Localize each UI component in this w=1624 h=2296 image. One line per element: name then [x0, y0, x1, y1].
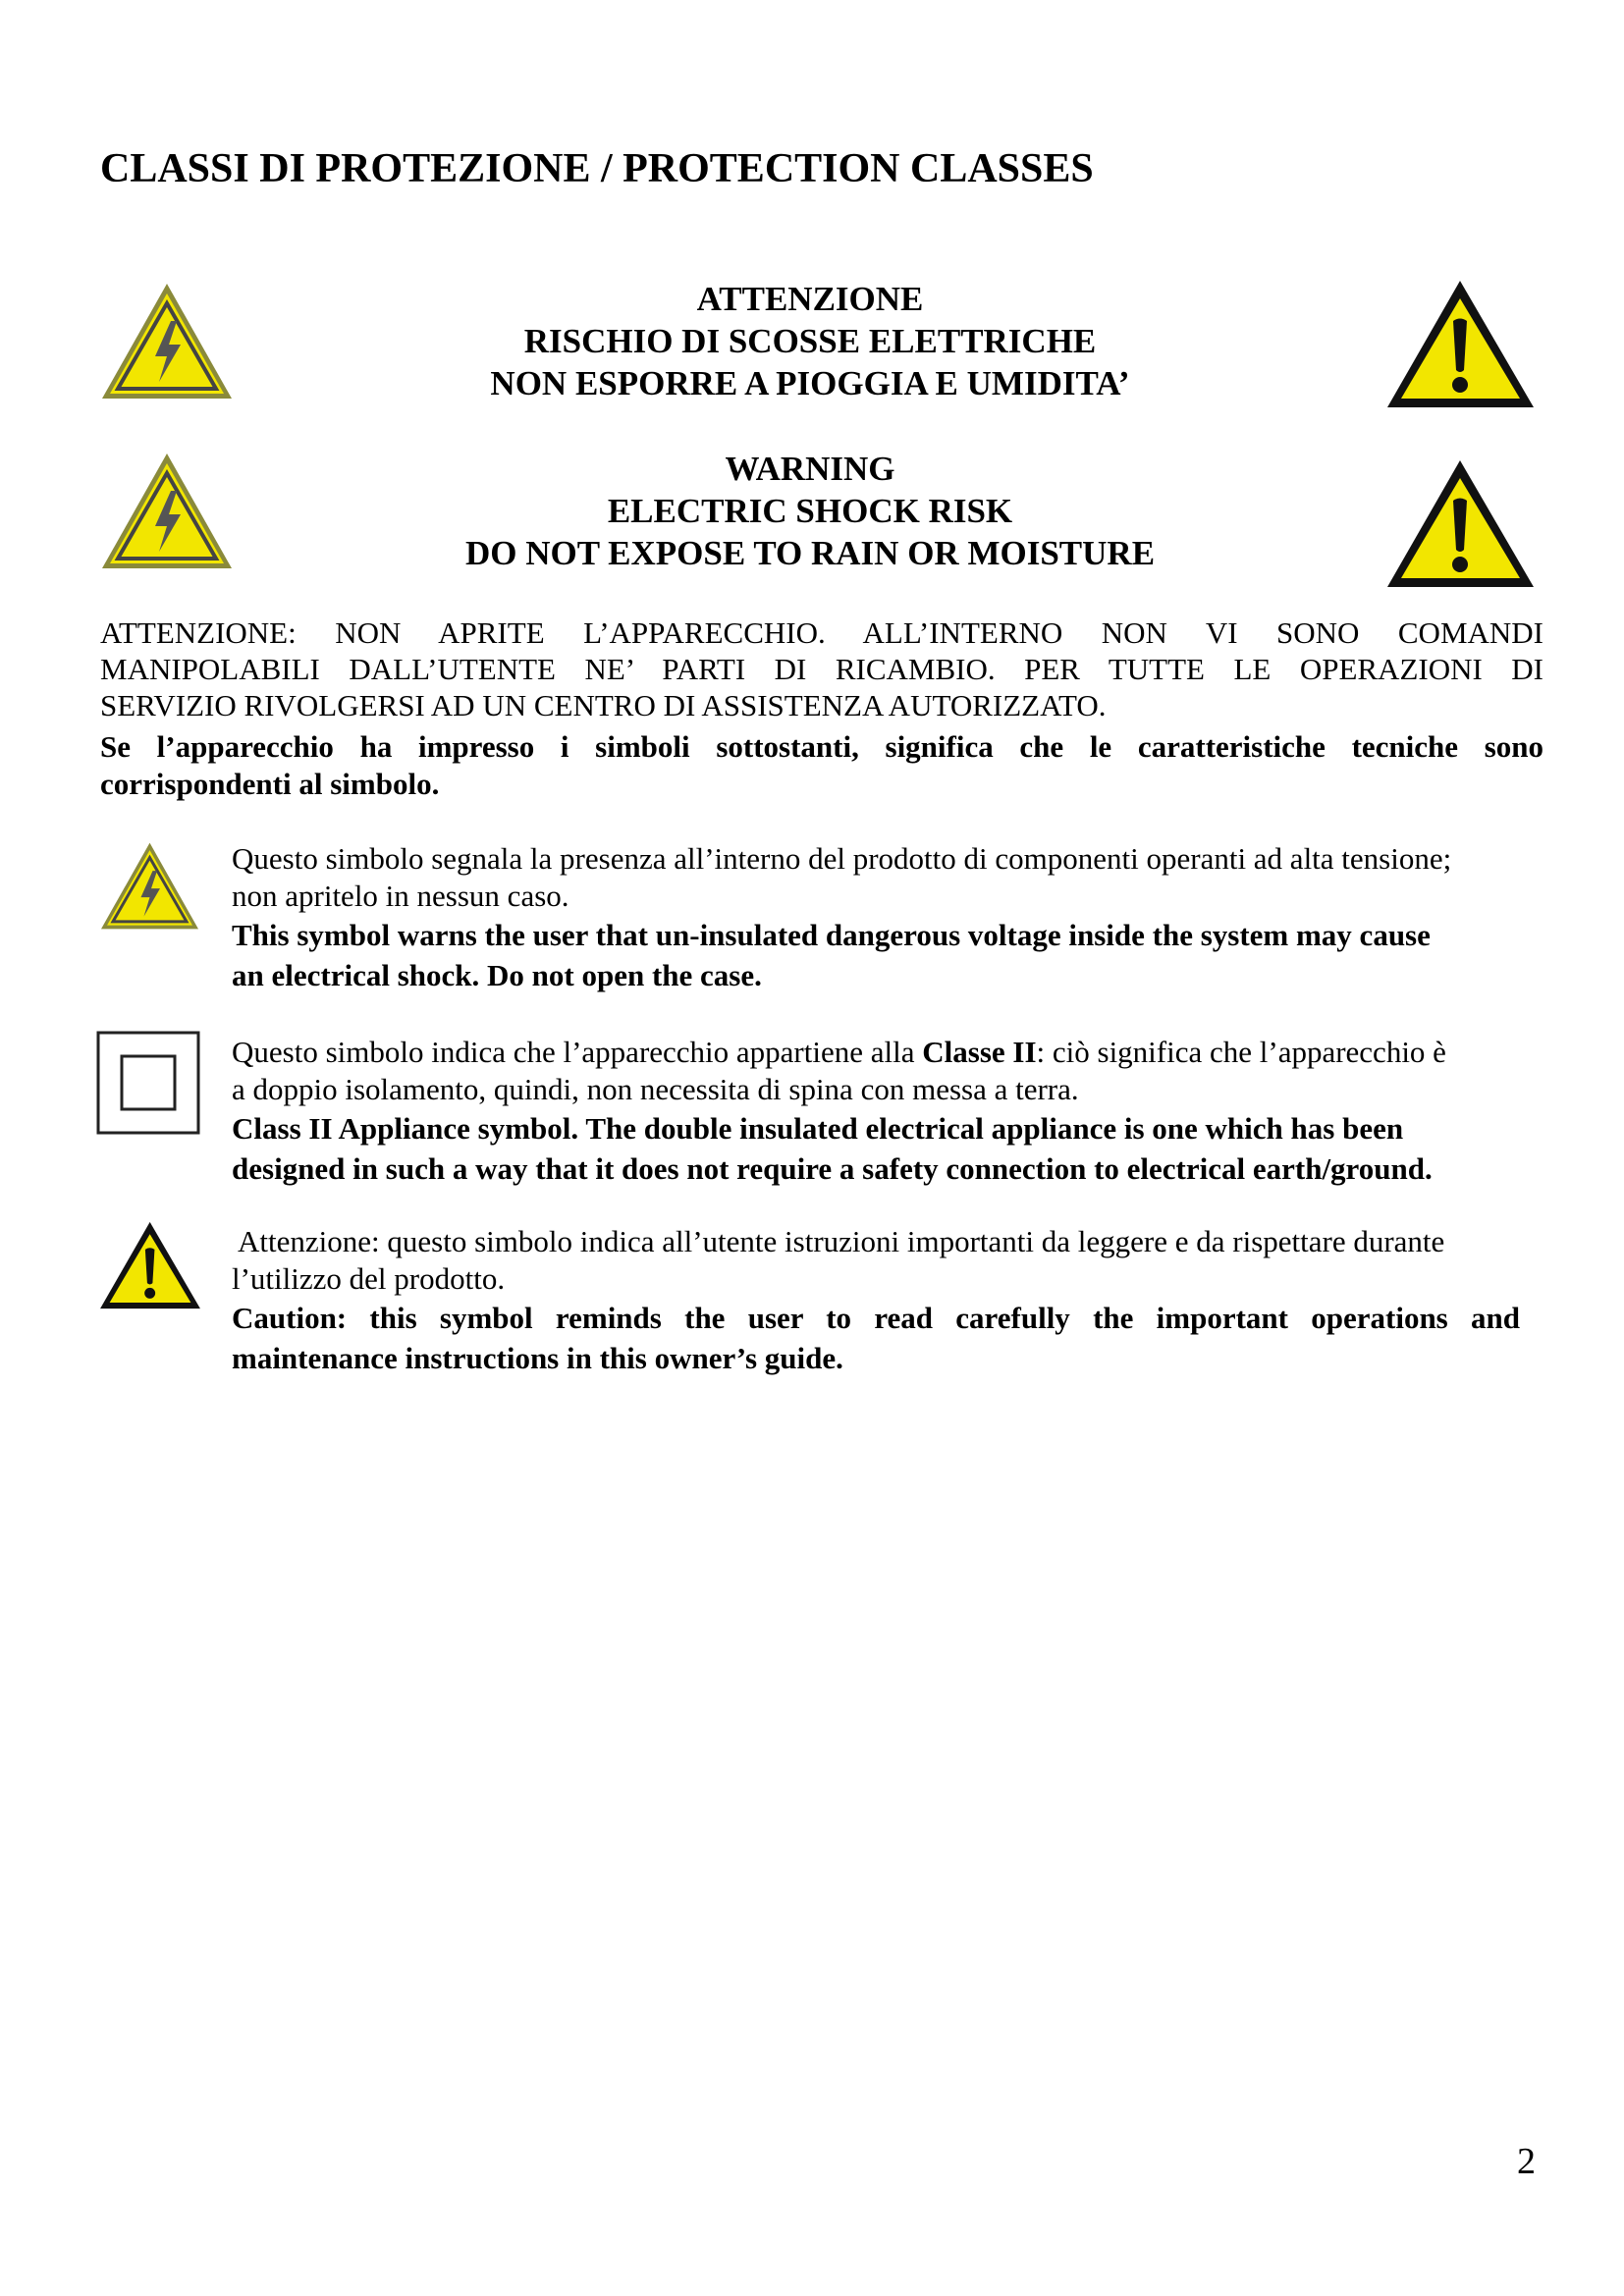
caution-exclamation-icon — [1384, 456, 1537, 591]
symbol-it-line: non apritelo in nessun caso. — [232, 879, 569, 913]
high-voltage-icon — [98, 839, 201, 933]
notice-line: ATTENZIONE: NON APRITE L’APPARECCHIO. ALL’INTERNO NON VI SONO COMANDI — [100, 615, 1543, 650]
warning-it — [245, 278, 1375, 404]
symbol-it-line: Attenzione: questo simbolo indica all’utente istruzioni importanti da leggere e da rispettare durante — [232, 1224, 1445, 1258]
class-ii-label: Classe II — [922, 1035, 1037, 1069]
symbol-description-caution — [232, 1223, 1543, 1378]
class-ii-text-a: Questo simbolo indica che l’apparecchio appartiene alla — [232, 1035, 923, 1069]
class-ii-text-c: : ciò significa che l’apparecchio è — [1036, 1035, 1446, 1069]
notice-paragraph — [100, 614, 1543, 723]
symbol-it-line — [232, 1034, 1543, 1071]
caution-exclamation-icon — [1384, 277, 1537, 411]
warning-it-line3: NON ESPORRE A PIOGGIA E UMIDITA’ — [490, 364, 1130, 402]
symbols-intro-line: corrispondenti al simbolo. — [100, 767, 440, 801]
symbol-it-line: l’utilizzo del prodotto. — [232, 1261, 506, 1296]
symbol-it-line: Questo simbolo segnala la presenza all’interno del prodotto di componenti operanti ad alta tensione; — [232, 841, 1452, 876]
high-voltage-icon — [98, 280, 236, 402]
symbol-en-line: This symbol warns the user that un-insulated dangerous voltage inside the system may cause — [232, 918, 1431, 952]
symbol-description-class-ii — [232, 1034, 1543, 1189]
symbol-en-line: maintenance instructions in this owner’s guide. — [232, 1341, 843, 1375]
caution-exclamation-icon — [98, 1219, 202, 1311]
symbol-description-voltage — [232, 840, 1543, 995]
notice-line: MANIPOLABILI DALL’UTENTE NE’ PARTI DI RICAMBIO. PER TUTTE LE OPERAZIONI DI — [100, 652, 1543, 686]
symbols-intro-line: Se l’apparecchio ha impresso i simboli sottostanti, significa che le caratteristiche tecniche sono — [100, 729, 1543, 764]
warning-en-line3: DO NOT EXPOSE TO RAIN OR MOISTURE — [464, 534, 1156, 572]
symbol-en-line: Caution: this symbol reminds the user to read carefully the important operations and — [232, 1301, 1520, 1335]
symbol-it-line: a doppio isolamento, quindi, non necessita di spina con messa a terra. — [232, 1072, 1079, 1106]
symbol-en-line: designed in such a way that it does not require a safety connection to electrical earth/ground. — [232, 1151, 1433, 1186]
symbols-intro — [100, 728, 1543, 803]
symbol-en-line: an electrical shock. Do not open the case. — [232, 958, 762, 992]
warning-it-line1: ATTENZIONE — [696, 280, 924, 318]
warning-en-line2: ELECTRIC SHOCK RISK — [607, 492, 1013, 530]
high-voltage-icon — [98, 450, 236, 572]
warning-it-line2: RISCHIO DI SCOSSE ELETTRICHE — [523, 322, 1097, 360]
page-number: 2 — [1517, 2141, 1536, 2182]
class-ii-double-insulation-icon — [96, 1031, 200, 1135]
warning-en-line1: WARNING — [725, 450, 895, 488]
notice-line: SERVIZIO RIVOLGERSI AD UN CENTRO DI ASSISTENZA AUTORIZZATO. — [100, 688, 1107, 722]
page-title: CLASSI DI PROTEZIONE / PROTECTION CLASSES — [100, 146, 1094, 191]
warning-en — [245, 448, 1375, 574]
symbol-en-line: Class II Appliance symbol. The double insulated electrical appliance is one which has been — [232, 1111, 1404, 1146]
